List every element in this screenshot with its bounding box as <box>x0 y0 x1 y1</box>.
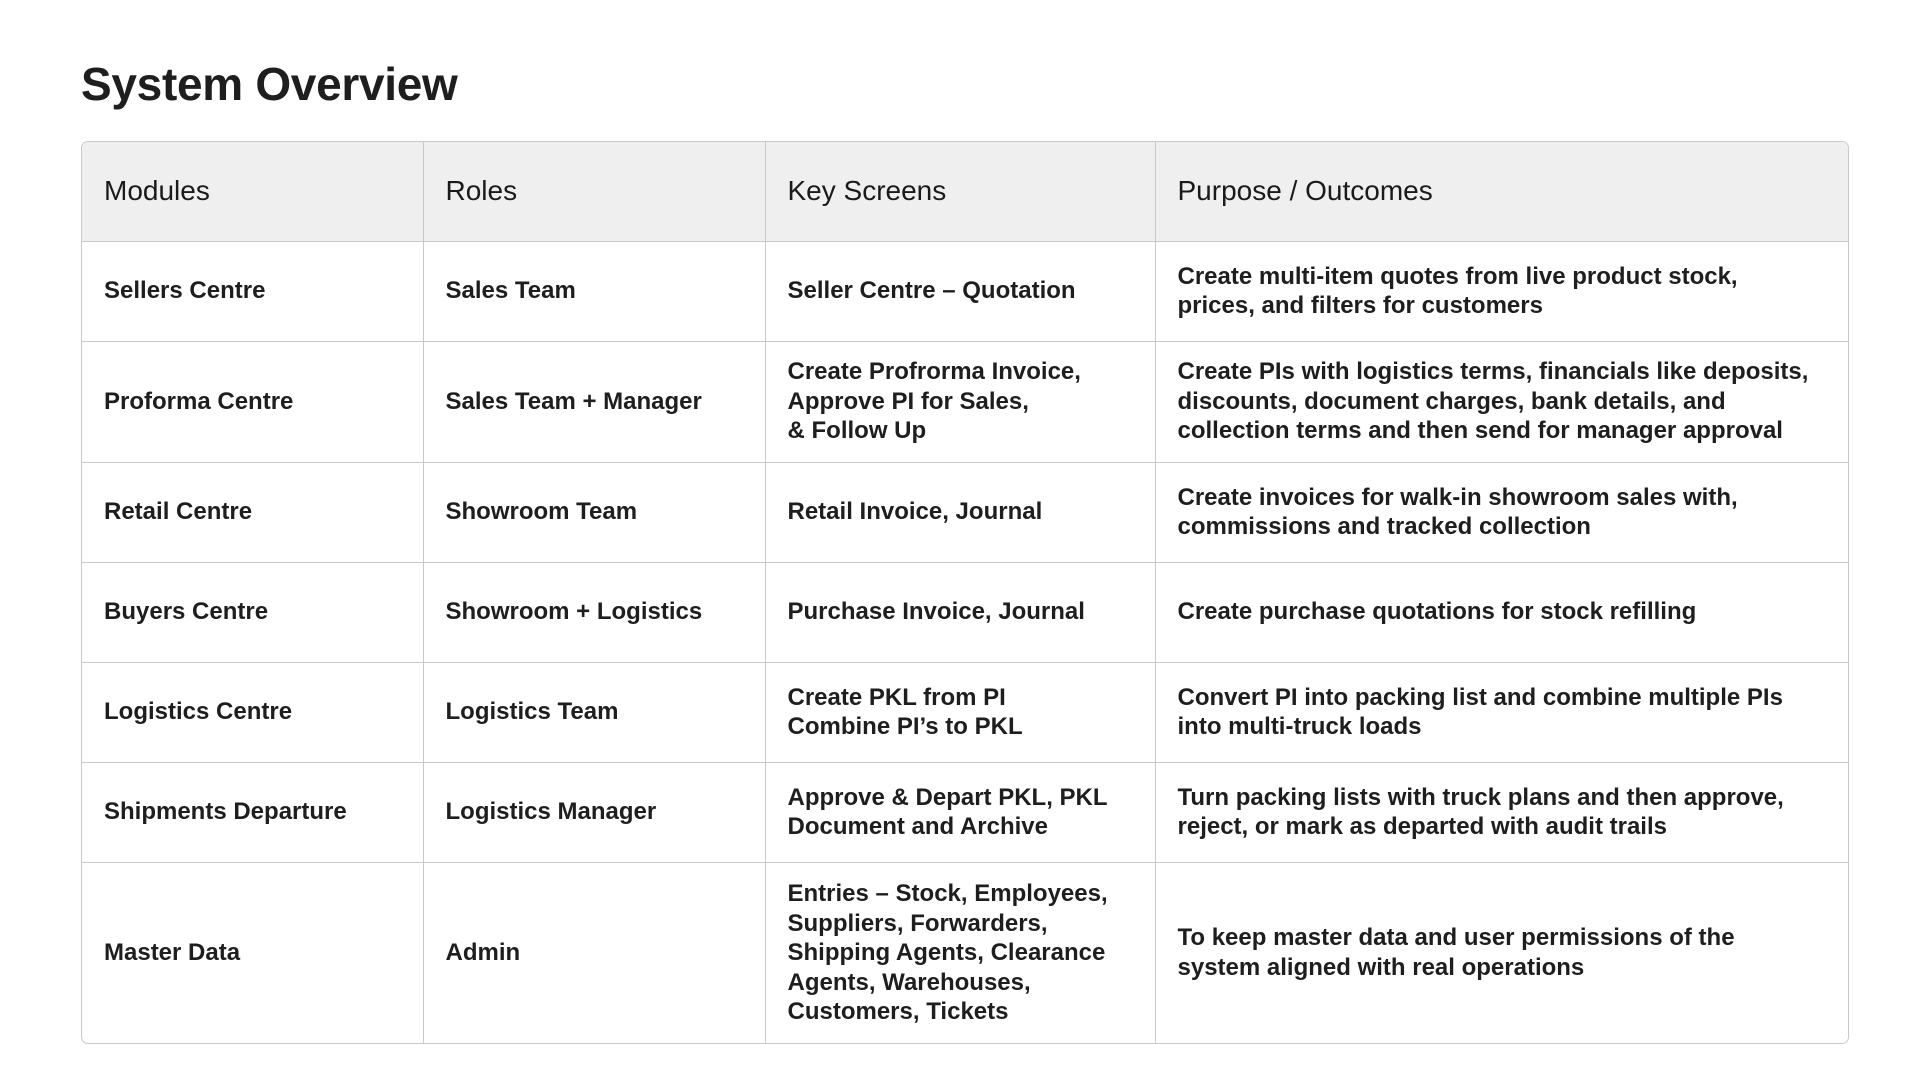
cell-purpose <box>1155 241 1848 341</box>
cell-role: Showroom + Logistics <box>423 562 765 662</box>
cell-purpose <box>1155 562 1848 662</box>
purpose-line: To keep master data and user permissions of the <box>1177 924 1735 952</box>
key-screen-line: Purchase Invoice, Journal <box>787 598 1085 626</box>
cell-role: Logistics Manager <box>423 762 765 862</box>
purpose-line: Create PIs with logistics terms, financials like deposits, <box>1177 358 1809 386</box>
purpose-line: commissions and tracked collection <box>1177 513 1591 540</box>
cell-key-screens <box>765 862 1155 1043</box>
cell-key-screens <box>765 662 1155 762</box>
key-screen-line: Combine PI’s to PKL <box>787 713 1023 740</box>
cell-role: Sales Team <box>423 241 765 341</box>
purpose-line: into multi-truck loads <box>1177 713 1422 740</box>
cell-module: Master Data <box>82 862 423 1043</box>
cell-purpose <box>1155 341 1848 462</box>
key-screen-line: Seller Centre – Quotation <box>787 277 1076 305</box>
cell-key-screens <box>765 562 1155 662</box>
cell-module: Retail Centre <box>82 462 423 562</box>
purpose-line: discounts, document charges, bank details, and <box>1177 387 1726 415</box>
key-screen-line: Suppliers, Forwarders, <box>787 909 1048 937</box>
cell-purpose <box>1155 462 1848 562</box>
cell-module: Sellers Centre <box>82 241 423 341</box>
cell-role: Logistics Team <box>423 662 765 762</box>
cell-key-screens <box>765 241 1155 341</box>
cell-role: Admin <box>423 862 765 1043</box>
cell-key-screens <box>765 341 1155 462</box>
header-roles: Roles <box>423 142 765 241</box>
cell-module: Proforma Centre <box>82 341 423 462</box>
key-screen-line: Agents, Warehouses, <box>787 968 1031 996</box>
key-screen-line: Create PKL from PI <box>787 683 1006 711</box>
header-modules: Modules <box>82 142 423 241</box>
cell-role: Sales Team + Manager <box>423 341 765 462</box>
purpose-line: system aligned with real operations <box>1177 953 1585 981</box>
table-row <box>82 462 1848 562</box>
cell-key-screens <box>765 762 1155 862</box>
purpose-line: Turn packing lists with truck plans and then approve, <box>1177 783 1784 811</box>
purpose-line: Create invoices for walk-in showroom sales with, <box>1177 483 1738 511</box>
key-screen-line: Approve & Depart PKL, PKL <box>787 783 1108 811</box>
purpose-line: Convert PI into packing list and combine multiple PIs <box>1177 683 1783 711</box>
purpose-line: collection terms and then send for manager approval <box>1177 417 1783 445</box>
header-purpose-outcomes: Purpose / Outcomes <box>1155 142 1848 241</box>
cell-role: Showroom Team <box>423 462 765 562</box>
table-row <box>82 341 1848 462</box>
cell-purpose <box>1155 662 1848 762</box>
key-screen-line: Shipping Agents, Clearance <box>787 939 1106 966</box>
cell-purpose <box>1155 762 1848 862</box>
table-row <box>82 241 1848 341</box>
key-screen-line: Create Profrorma Invoice, <box>787 358 1081 386</box>
key-screen-line: Entries – Stock, Employees, <box>787 880 1108 907</box>
page-title: System Overview <box>81 58 458 110</box>
table-row <box>82 562 1848 662</box>
key-screen-line: Retail Invoice, Journal <box>787 498 1043 526</box>
table-header-row <box>82 142 1848 241</box>
cell-key-screens <box>765 462 1155 562</box>
table-row <box>82 862 1848 1043</box>
table-row <box>82 762 1848 862</box>
cell-module: Buyers Centre <box>82 562 423 662</box>
purpose-line: Create multi-item quotes from live product stock, <box>1177 262 1738 290</box>
key-screen-line: Document and Archive <box>787 813 1048 840</box>
key-screen-line: & Follow Up <box>787 417 927 445</box>
purpose-line: Create purchase quotations for stock refilling <box>1177 598 1697 626</box>
purpose-line: prices, and filters for customers <box>1177 292 1543 319</box>
purpose-line: reject, or mark as departed with audit trails <box>1177 813 1667 840</box>
cell-module: Logistics Centre <box>82 662 423 762</box>
table-row <box>82 662 1848 762</box>
system-overview-table <box>81 141 1849 1044</box>
cell-purpose <box>1155 862 1848 1043</box>
header-key-screens: Key Screens <box>765 142 1155 241</box>
cell-module: Shipments Departure <box>82 762 423 862</box>
key-screen-line: Customers, Tickets <box>787 998 1009 1025</box>
key-screen-line: Approve PI for Sales, <box>787 387 1029 415</box>
